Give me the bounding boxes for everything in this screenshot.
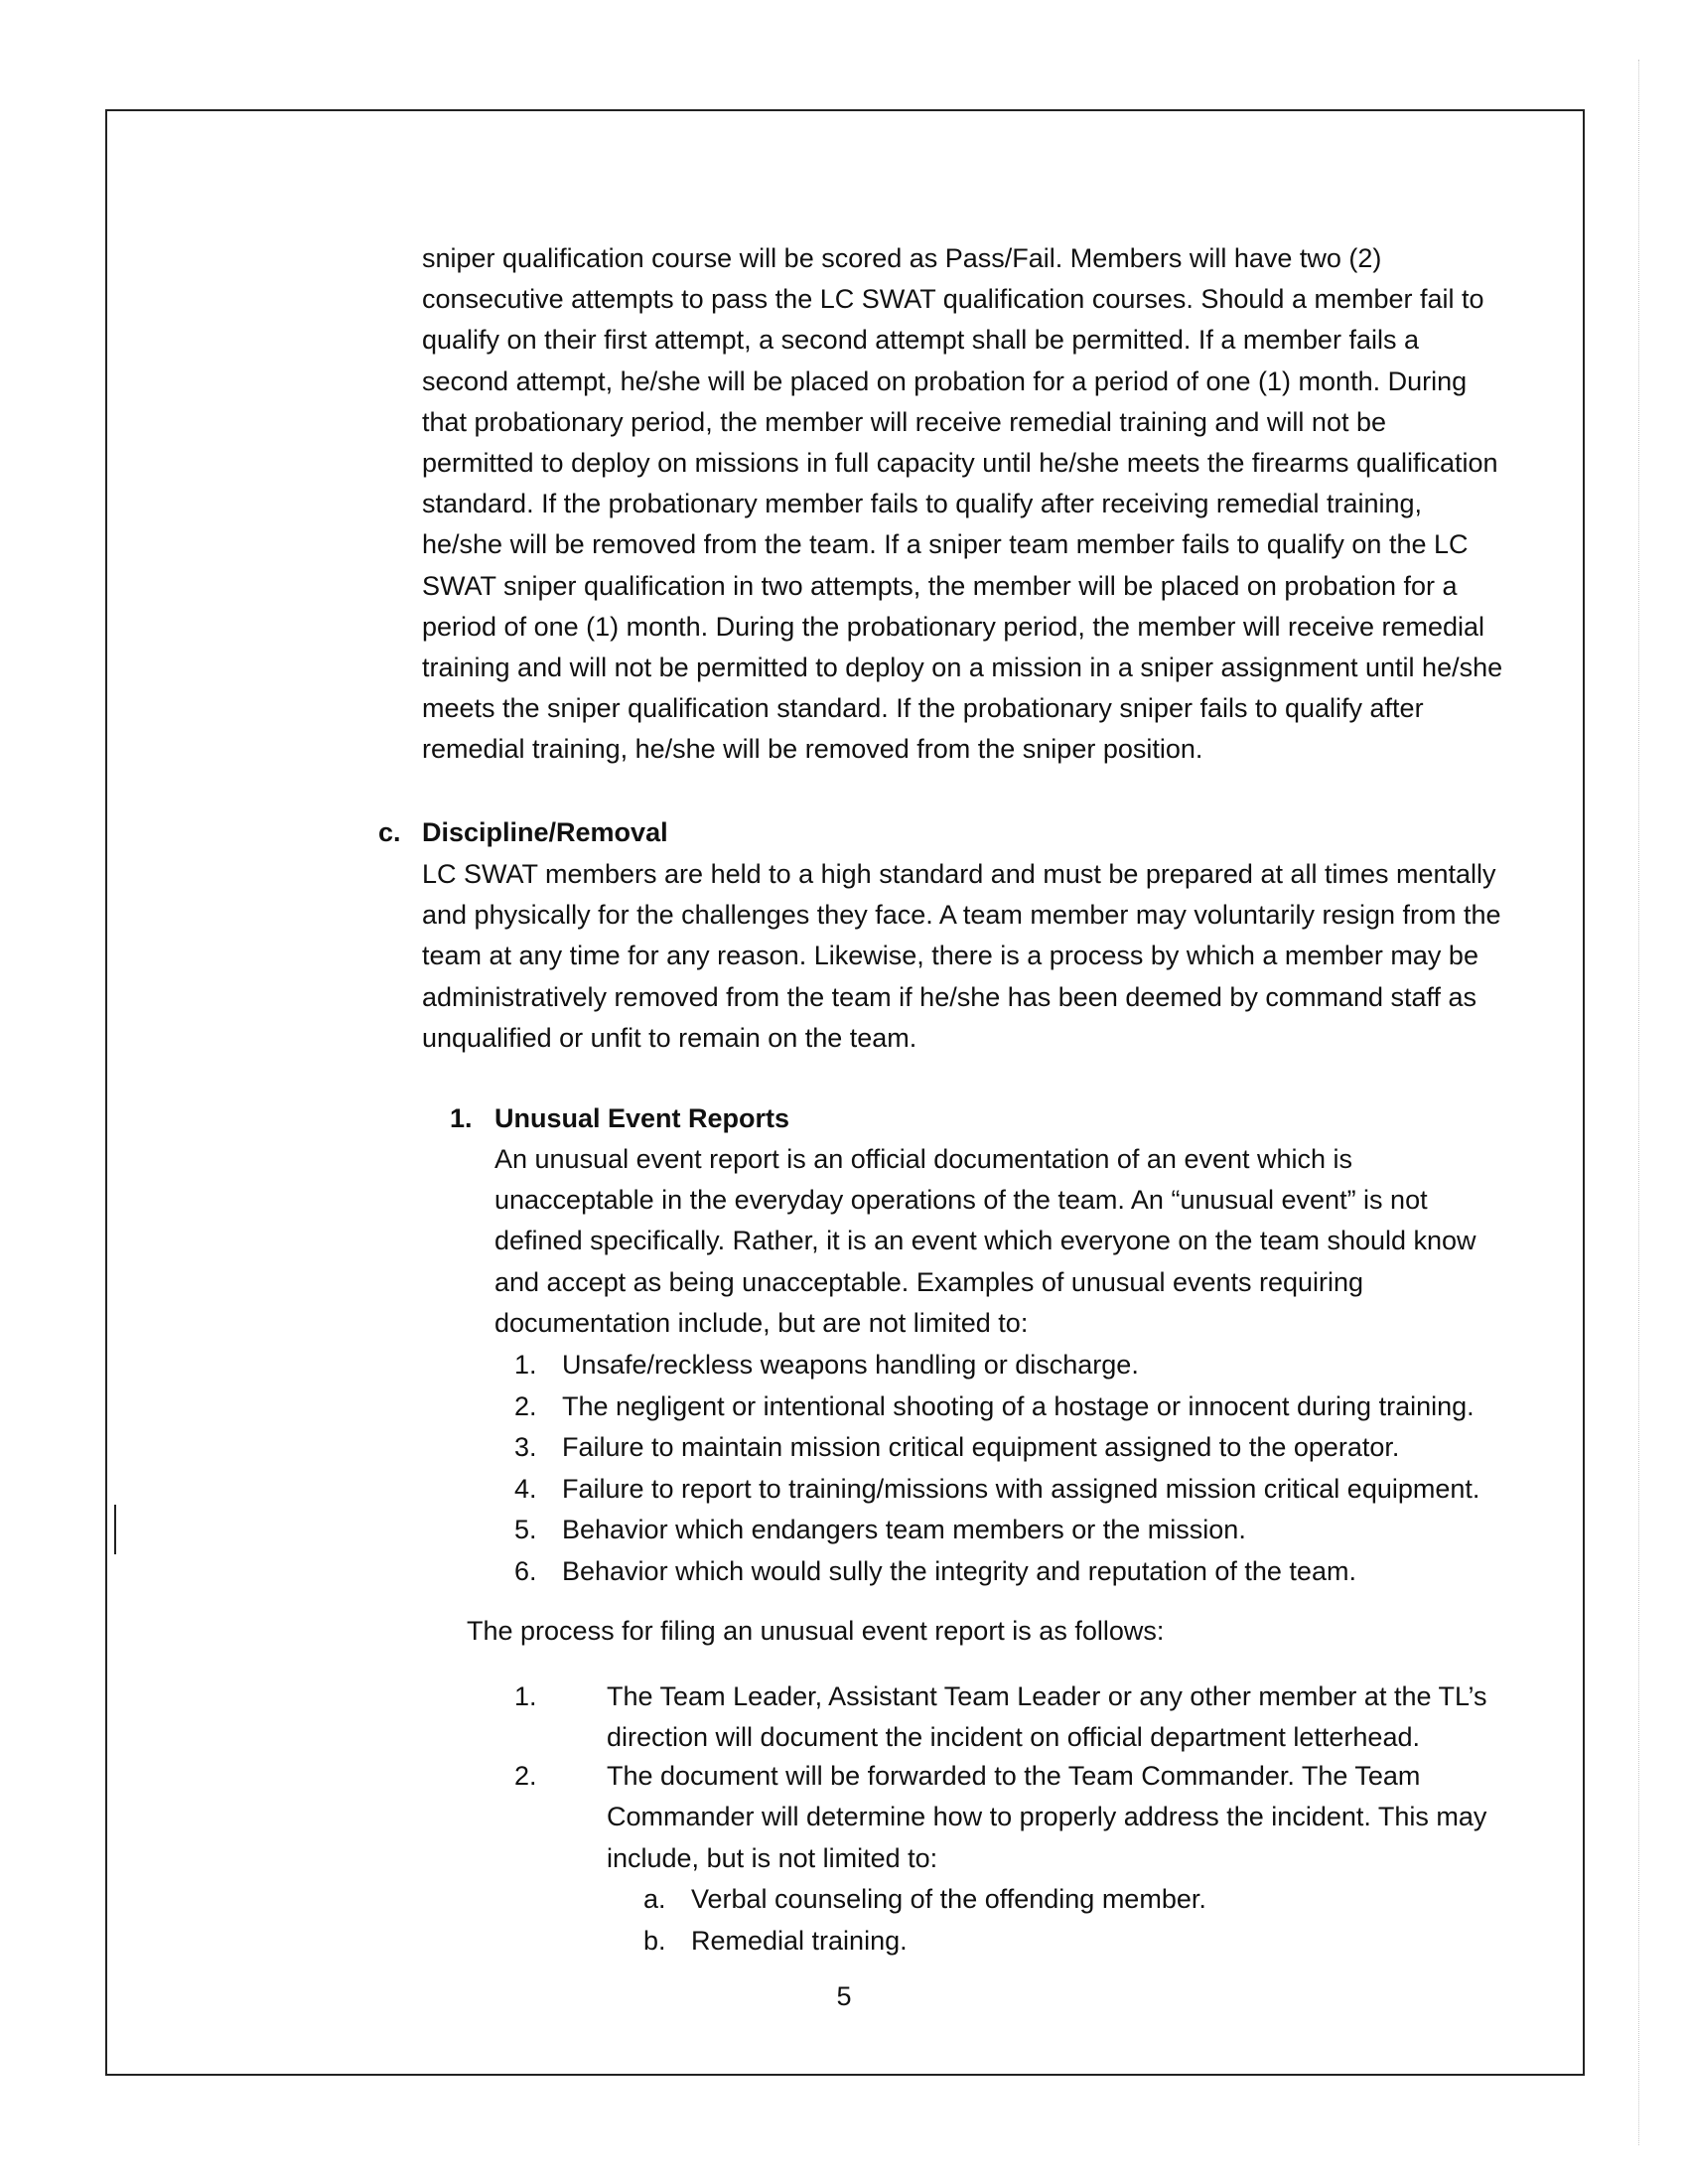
section-c-line: unqualified or unfit to remain on the team. <box>422 1022 917 1053</box>
intro-line: that probationary period, the member will receive remedial training and will not be <box>422 406 1386 437</box>
list-item <box>514 1469 1479 1511</box>
list-text: Failure to report to training/missions with assigned mission critical equipment. <box>562 1473 1480 1504</box>
list-item <box>514 1427 1479 1469</box>
list-text: Behavior which would sully the integrity and reputation of the team. <box>562 1555 1356 1586</box>
list-number: 1. <box>514 1350 537 1380</box>
scan-mark <box>114 1505 116 1554</box>
intro-line: he/she will be removed from the team. If a sniper team member fails to qualify on the LC <box>422 529 1469 560</box>
section-c-line: and physically for the challenges they face. A team member may voluntarily resign from the <box>422 900 1501 931</box>
list-number: 3. <box>514 1432 537 1462</box>
page-number: 5 <box>836 1981 852 2011</box>
list-item <box>514 1551 1479 1593</box>
list-number: 5. <box>514 1515 537 1544</box>
list-text: Remedial training. <box>691 1925 908 1956</box>
subsection-1-line: documentation include, but are not limited to: <box>494 1307 1029 1338</box>
list-item <box>514 1345 1479 1386</box>
process-step-text <box>607 1676 1487 1759</box>
intro-line: SWAT sniper qualification in two attempts, the member will be placed on probation for a <box>422 570 1458 601</box>
list-text: Verbal counseling of the offending member. <box>691 1884 1206 1914</box>
intro-paragraph <box>422 238 1502 771</box>
process-step-line: direction will document the incident on official department letterhead. <box>607 1722 1420 1753</box>
process-step-line: The document will be forwarded to the Team Commander. The Team <box>607 1761 1421 1791</box>
list-number: 4. <box>514 1473 537 1504</box>
subsection-1-line: defined specifically. Rather, it is an event which everyone on the team should know <box>494 1226 1476 1256</box>
scan-edge <box>1638 60 1639 2145</box>
list-number: 2. <box>514 1390 537 1421</box>
section-c-heading: Discipline/Removal <box>422 817 668 847</box>
list-item <box>514 1386 1479 1428</box>
process-step-line: Commander will determine how to properly address the incident. This may <box>607 1802 1487 1832</box>
intro-line: second attempt, he/she will be placed on probation for a period of one (1) month. During <box>422 365 1468 396</box>
intro-line: period of one (1) month. During the probationary period, the member will receive remedial <box>422 611 1485 642</box>
unusual-event-examples <box>514 1345 1479 1592</box>
intro-line: consecutive attempts to pass the LC SWAT qualification courses. Should a member fail to <box>422 284 1484 315</box>
process-intro: The process for filing an unusual event report is as follows: <box>467 1616 1165 1646</box>
section-c-line: LC SWAT members are held to a high standard and must be prepared at all times mentally <box>422 859 1496 889</box>
intro-line: remedial training, he/she will be removed from the sniper position. <box>422 734 1203 765</box>
intro-line: qualify on their first attempt, a second attempt shall be permitted. If a member fails a <box>422 325 1419 356</box>
intro-line: permitted to deploy on missions in full capacity until he/she meets the firearms qualification <box>422 448 1498 479</box>
process-step-text <box>607 1756 1486 1879</box>
list-text: Unsafe/reckless weapons handling or discharge. <box>562 1350 1139 1380</box>
subsection-1-marker: 1. <box>450 1103 473 1133</box>
process-step-line: The Team Leader, Assistant Team Leader or any other member at the TL’s <box>607 1681 1487 1711</box>
section-c-paragraph <box>422 854 1501 1059</box>
list-letter: b. <box>643 1925 666 1956</box>
subsection-1-heading: Unusual Event Reports <box>494 1103 790 1133</box>
subsection-1-paragraph <box>494 1139 1476 1344</box>
subsection-1-line: unacceptable in the everyday operations of the team. An “unusual event” is not <box>494 1185 1428 1216</box>
list-text: The negligent or intentional shooting of a hostage or innocent during training. <box>562 1390 1475 1421</box>
address-options-list <box>643 1879 1206 1962</box>
section-c-line: administratively removed from the team if he/she has been deemed by command staff as <box>422 981 1477 1012</box>
section-c-marker: c. <box>378 817 401 847</box>
intro-line: standard. If the probationary member fails to qualify after receiving remedial training, <box>422 489 1423 519</box>
list-number: 6. <box>514 1555 537 1586</box>
list-item <box>643 1879 1206 1921</box>
process-step-number: 2. <box>514 1761 537 1791</box>
subsection-1-line: An unusual event report is an official documentation of an event which is <box>494 1144 1353 1174</box>
list-item <box>514 1510 1479 1551</box>
list-item <box>643 1921 1206 1963</box>
process-step-number: 1. <box>514 1681 537 1711</box>
section-c-line: team at any time for any reason. Likewise, there is a process by which a member may be <box>422 941 1478 971</box>
intro-line: meets the sniper qualification standard. If the probationary sniper fails to qualify after <box>422 693 1424 724</box>
subsection-1-line: and accept as being unacceptable. Examples of unusual events requiring <box>494 1266 1364 1297</box>
intro-line: sniper qualification course will be scored as Pass/Fail. Members will have two (2) <box>422 243 1382 273</box>
list-text: Failure to maintain mission critical equipment assigned to the operator. <box>562 1432 1400 1462</box>
list-letter: a. <box>643 1884 666 1914</box>
process-step-line: include, but is not limited to: <box>607 1842 938 1873</box>
list-text: Behavior which endangers team members or the mission. <box>562 1515 1246 1544</box>
intro-line: training and will not be permitted to deploy on a mission in a sniper assignment until he/she <box>422 653 1503 683</box>
